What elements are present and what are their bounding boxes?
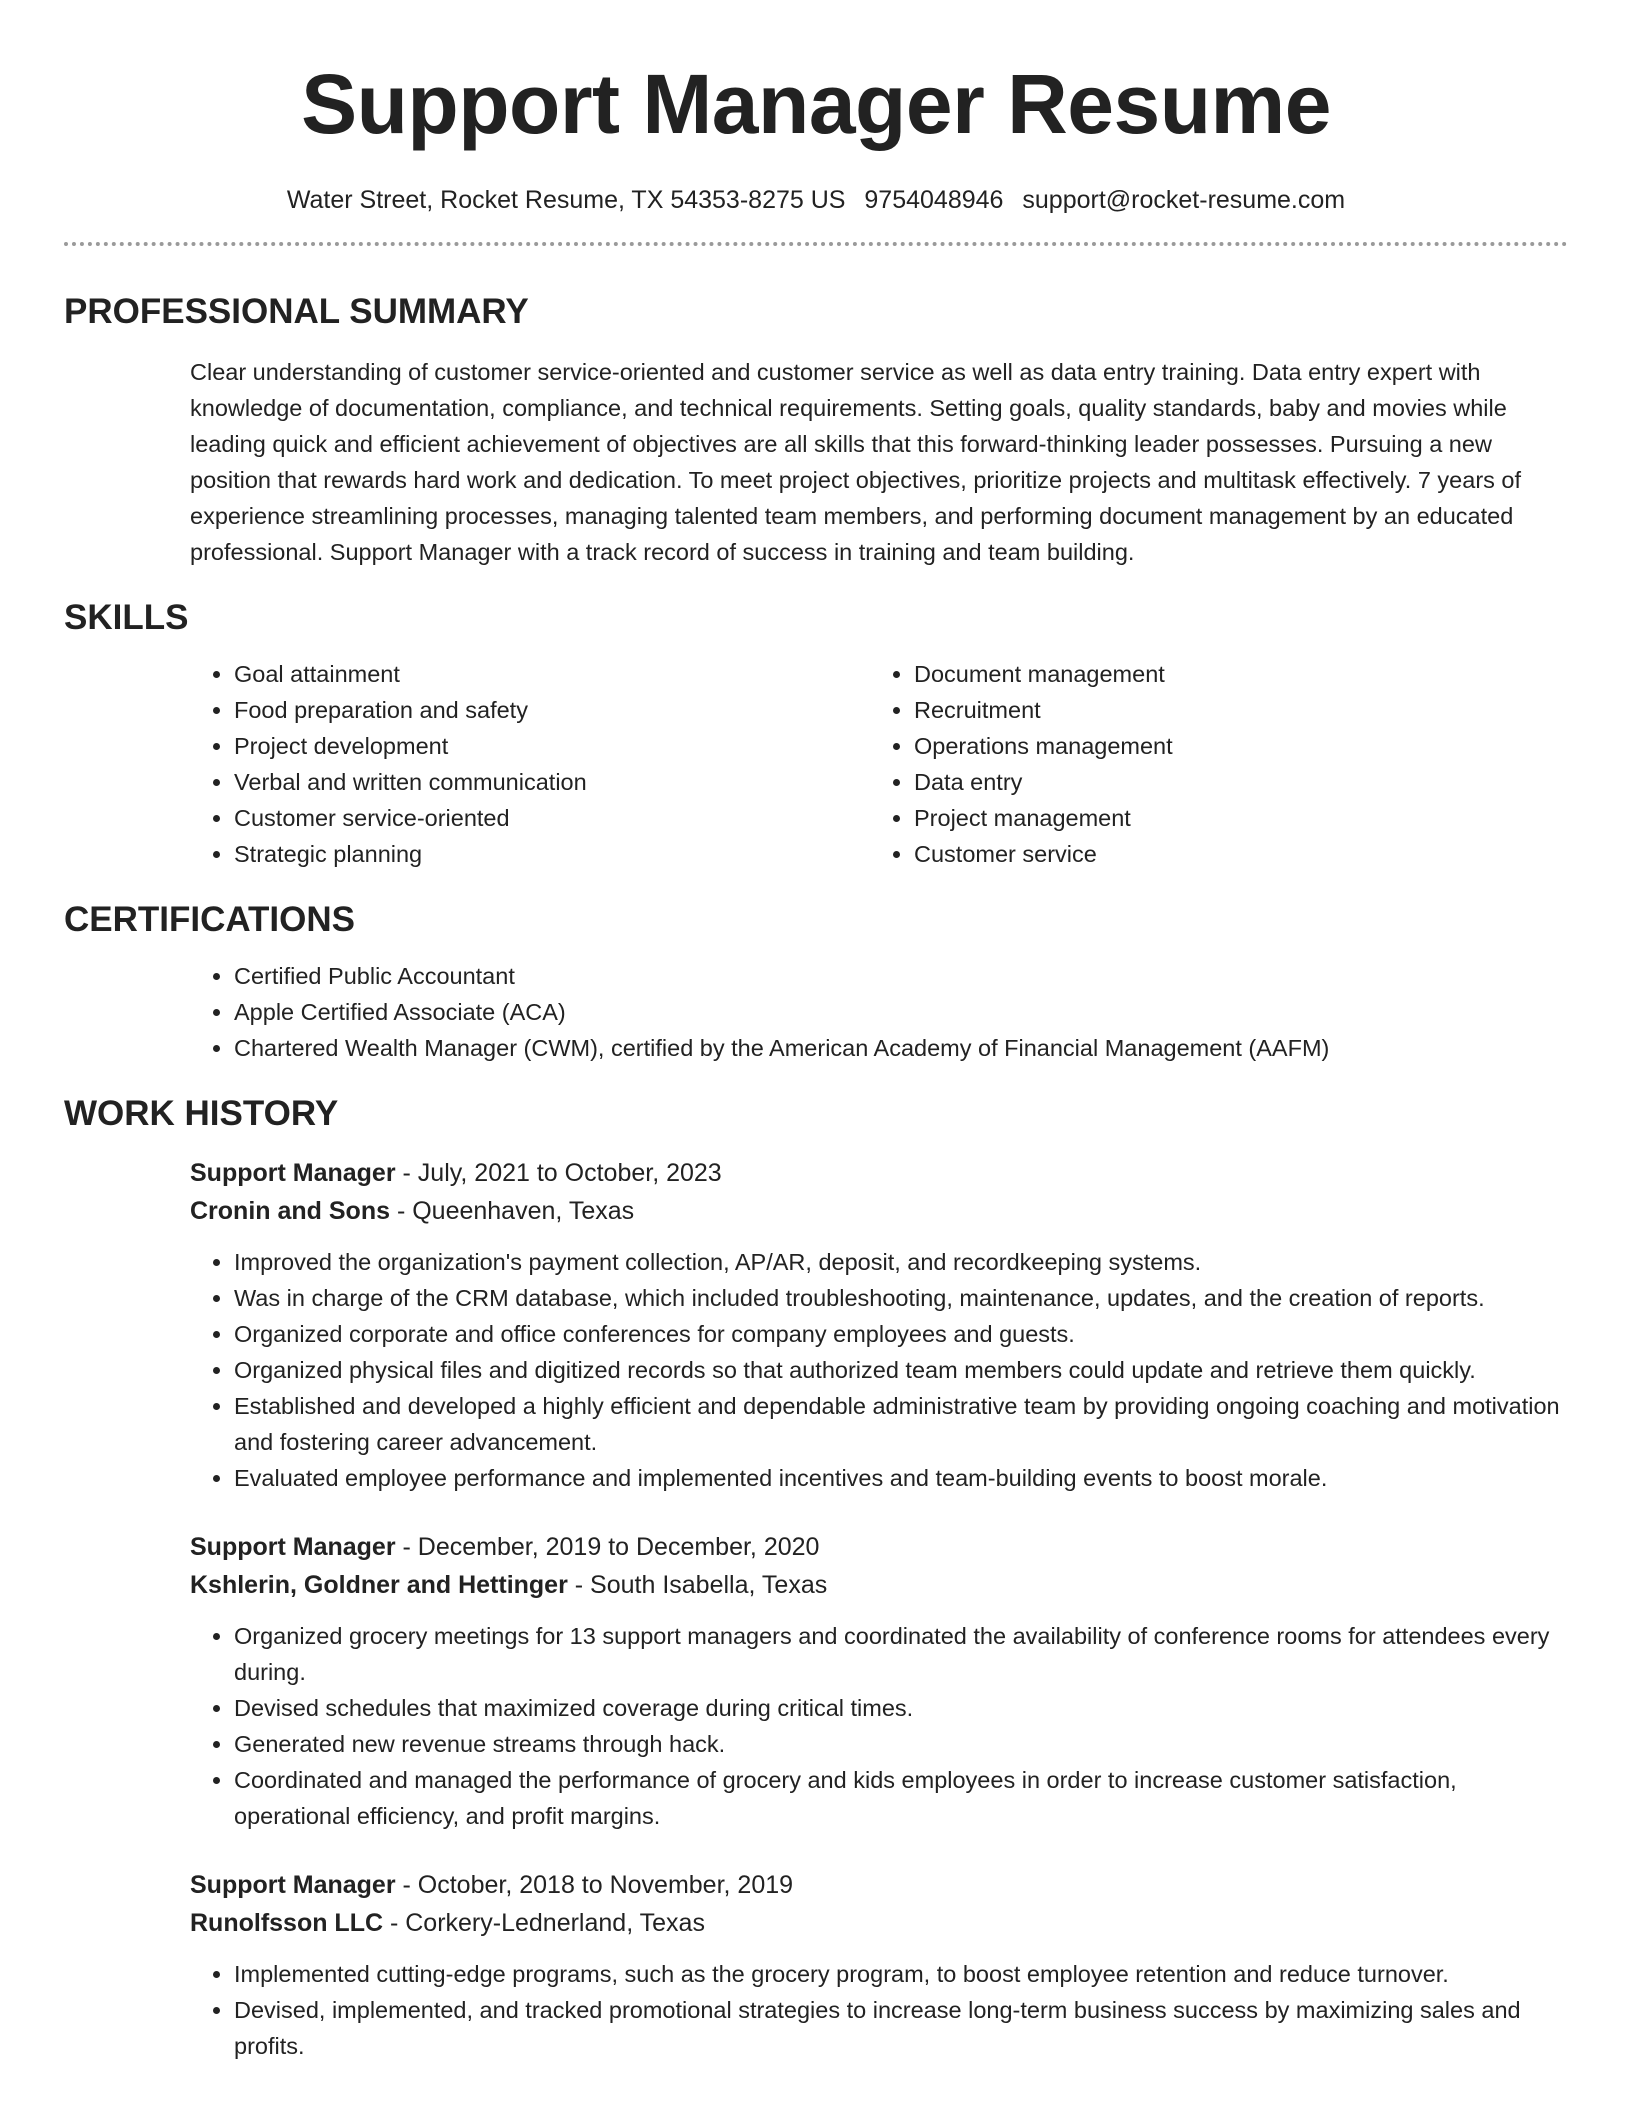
- contact-address: Water Street, Rocket Resume, TX 54353-8275 US: [286, 186, 846, 214]
- job-bullet: • Generated new revenue streams through hack.: [234, 1726, 1568, 1762]
- skill-item: • Data entry: [914, 764, 1550, 800]
- certifications-body: [190, 958, 1568, 1066]
- job-company-line: [190, 1566, 1568, 1604]
- work-history-heading: WORK HISTORY: [64, 1094, 339, 1133]
- job-location: - Queenhaven, Texas: [390, 1197, 635, 1225]
- job-role-line: [190, 1866, 1568, 1904]
- job-company-line: [190, 1904, 1568, 1942]
- job-bullet: • Evaluated employee performance and implemented incentives and team-building events to boost morale.: [234, 1460, 1568, 1496]
- job-role: Support Manager: [190, 1533, 396, 1561]
- job-bullets: [190, 1618, 1568, 1834]
- job-bullet: • Organized grocery meetings for 13 support managers and coordinated the availability of conference rooms for attendees every during.: [234, 1618, 1568, 1690]
- job-entry: [190, 1154, 1568, 1496]
- job-dates: - October, 2018 to November, 2019: [395, 1871, 794, 1899]
- job-role: Support Manager: [190, 1159, 396, 1187]
- job-company-line: [190, 1192, 1568, 1230]
- header-divider: [64, 242, 1568, 246]
- resume-header: [64, 0, 1568, 246]
- job-company: Runolfsson LLC: [190, 1909, 384, 1937]
- certification-item: • Chartered Wealth Manager (CWM), certified by the American Academy of Financial Management (AAFM): [234, 1030, 1568, 1066]
- skills-heading: SKILLS: [64, 598, 189, 637]
- skill-item: • Document management: [914, 656, 1550, 692]
- summary-heading: PROFESSIONAL SUMMARY: [64, 292, 529, 331]
- job-location: - South Isabella, Texas: [567, 1571, 828, 1599]
- job-bullet: • Established and developed a highly efficient and dependable administrative team by providing ongoing coaching and motivation and fostering career advancement.: [234, 1388, 1568, 1460]
- contact-line: [64, 184, 1568, 216]
- skill-item: • Strategic planning: [234, 836, 870, 872]
- job-bullets: [190, 1956, 1568, 2064]
- contact-phone: 9754048946: [864, 186, 1004, 214]
- job-dates: - December, 2019 to December, 2020: [395, 1533, 820, 1561]
- skill-item: • Project management: [914, 800, 1550, 836]
- job-role-line: [190, 1528, 1568, 1566]
- job-company: Kshlerin, Goldner and Hettinger: [190, 1571, 568, 1599]
- job-entry: [190, 1528, 1568, 1834]
- skill-item: • Operations management: [914, 728, 1550, 764]
- skills-grid: [190, 656, 1568, 872]
- job-bullet: • Devised schedules that maximized coverage during critical times.: [234, 1690, 1568, 1726]
- job-company: Cronin and Sons: [190, 1197, 390, 1225]
- job-role-line: [190, 1154, 1568, 1192]
- skill-item: • Project development: [234, 728, 870, 764]
- job-bullet: • Organized corporate and office conferences for company employees and guests.: [234, 1316, 1568, 1352]
- skills-column-left: [190, 656, 870, 872]
- job-entry: [190, 1866, 1568, 2064]
- certification-item: • Apple Certified Associate (ACA): [234, 994, 1568, 1030]
- job-dates: - July, 2021 to October, 2023: [395, 1159, 722, 1187]
- skills-list-right: [870, 656, 1550, 872]
- certifications-heading: CERTIFICATIONS: [64, 900, 356, 939]
- resume-title: Support Manager Resume: [301, 57, 1331, 151]
- job-role: Support Manager: [190, 1871, 396, 1899]
- job-bullet: • Implemented cutting-edge programs, such as the grocery program, to boost employee retention and reduce turnover.: [234, 1956, 1568, 1992]
- job-bullet: • Devised, implemented, and tracked promotional strategies to increase long-term business success by maximizing sales and profits.: [234, 1992, 1568, 2064]
- job-bullet: • Was in charge of the CRM database, which included troubleshooting, maintenance, updates, and the creation of reports.: [234, 1280, 1568, 1316]
- job-bullet: • Organized physical files and digitized records so that authorized team members could update and retrieve them quickly.: [234, 1352, 1568, 1388]
- certification-item: • Certified Public Accountant: [234, 958, 1568, 994]
- contact-email: support@rocket-resume.com: [1022, 186, 1346, 214]
- skill-item: • Customer service-oriented: [234, 800, 870, 836]
- skill-item: • Recruitment: [914, 692, 1550, 728]
- job-bullet: • Improved the organization's payment collection, AP/AR, deposit, and recordkeeping systems.: [234, 1244, 1568, 1280]
- skill-item: • Customer service: [914, 836, 1550, 872]
- skill-item: • Goal attainment: [234, 656, 870, 692]
- certifications-list: [190, 958, 1568, 1066]
- skill-item: • Verbal and written communication: [234, 764, 870, 800]
- skills-list-left: [190, 656, 870, 872]
- skills-column-right: [870, 656, 1550, 872]
- skill-item: • Food preparation and safety: [234, 692, 870, 728]
- job-bullet: • Coordinated and managed the performance of grocery and kids employees in order to increase customer satisfaction, operational efficiency, and profit margins.: [234, 1762, 1568, 1834]
- job-location: - Corkery-Lednerland, Texas: [383, 1909, 705, 1937]
- summary-text: Clear understanding of customer service-oriented and customer service as well as data entry training. Data entry expert with knowledge of documentation, compliance, and technical requirements. Setting goals, quality standards, baby and movies while leading quick and efficient achievement of objectives are all skills that this forward-thinking leader possesses. Pursuing a new position that rewards hard work and dedication. To meet project objectives, prioritize projects and multitask effectively. 7 years of experience streamlining processes, managing talented team members, and performing document management by an educated professional. Support Manager with a track record of success in training and team building.: [190, 359, 1522, 565]
- job-bullets: [190, 1244, 1568, 1496]
